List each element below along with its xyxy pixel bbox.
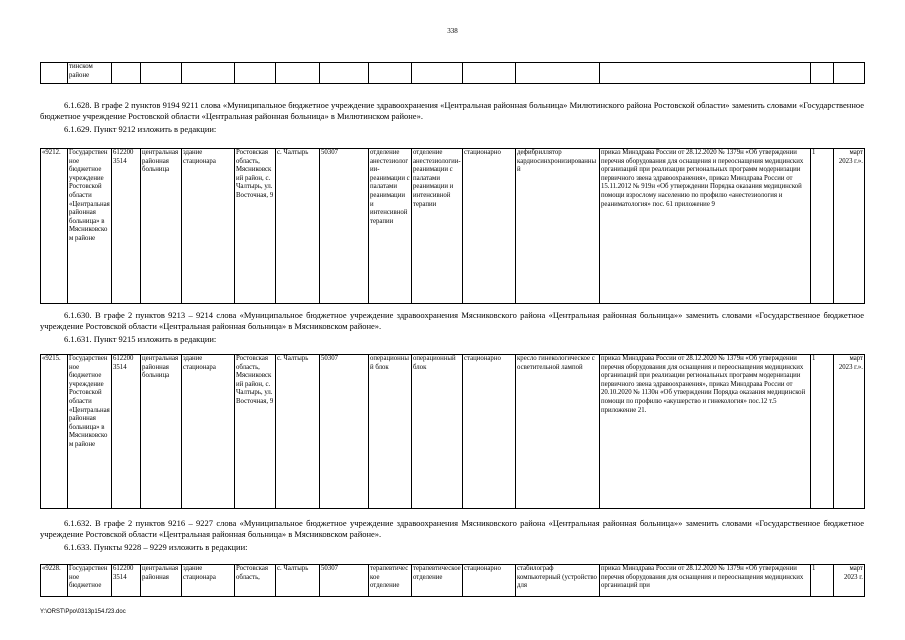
table-cell: 50307 [320,565,369,597]
table-cell: «9212. [41,149,68,304]
table-cell: дефибриллятор кардиосинхронизированный [516,149,600,304]
table-cell: 50307 [320,355,369,509]
paragraph-630: 6.1.630. В графе 2 пунктов 9213 – 9214 слова «Муниципальное бюджетное учреждение здравоохранения Мясниковского района «Центральная районная больница»» заменить словами «Государственное бюджетное учреждение Ростовской области «Центральная районная больница» в Мясниковском районе». [40,310,864,331]
table-row-9228 [40,564,865,597]
table-cell: терапевтическое отделение [369,565,412,597]
table-cell: 612200 3514 [112,355,141,509]
table-cell: с. Чалтырь [276,149,320,304]
table-cell: 1 [811,565,834,597]
paragraph-629: 6.1.629. Пункт 9212 изложить в редакции: [64,124,217,134]
table-cell: 1 [811,355,834,509]
table-cell: отделение анестезиологии-реанимации с палатами реанимации и интенсивной терапии [369,149,412,304]
table-row-9212 [40,148,865,304]
table-cell: 1 [811,149,834,304]
table-cell: 612200 3514 [112,565,141,597]
table-cell: март 2023 г. [834,565,865,597]
table-cell: стационарно [463,565,516,597]
table-cell: центральная районная [141,565,182,597]
table-cell: с. Чалтырь [276,565,320,597]
table-cell: Государственное бюджетное учреждение Ростовской области «Центральная районная больница» в Мясниковском районе [68,355,112,509]
table-row-9215 [40,354,865,509]
table-cell: стационарно [463,355,516,509]
paragraph-633: 6.1.633. Пункты 9228 – 9229 изложить в редакции: [64,542,248,552]
table-cell: Ростовская область, Мясниковский район, с. Чалтырь, ул. Восточная, 9 [235,149,276,304]
table-cell: «9215. [41,355,68,509]
table-cell: с. Чалтырь [276,355,320,509]
table-cell: центральная районная больница [141,149,182,304]
footer-file-path: Y:\ORST\Ppo\0313p154.f23.doc [40,609,126,615]
table-cell: здание стационара [182,149,235,304]
table-cell: терапевтическое отделение [412,565,463,597]
top-table-fragment [40,62,865,84]
table-cell: Ростовская область, Мясниковский район, с. Чалтырь, ул. Восточная, 9 [235,355,276,509]
table-cell: март 2023 г.». [834,355,865,509]
table-cell: «9228. [41,565,68,597]
page-number: 338 [447,27,458,35]
table-cell: тинском районе [68,63,112,84]
table-cell: отделение анестезиологии-реанимации с палатами реанимации и интенсивной терапии [412,149,463,304]
table-cell: 612200 3514 [112,149,141,304]
table-cell: стационарно [463,149,516,304]
table-cell: приказ Минздрава России от 28.12.2020 № 1379н «Об утверждении перечня оборудования для оснащения и переоснащения медицинских организаций при реализации региональных программ модернизации первичного звена здравоохранения», приказ Минздрава России от 15.11.2012 № 919н «Об утверждении Порядка оказания медицинской помощи взрослому населению по профилю «анестезиология и реаниматология» пос. 61 приложение 9 [600,149,811,304]
table-cell: здание стационара [182,355,235,509]
table-cell: 50307 [320,149,369,304]
table-cell: операционный блок [412,355,463,509]
table-cell: Ростовская область, [235,565,276,597]
paragraph-632: 6.1.632. В графе 2 пунктов 9216 – 9227 слова «Муниципальное бюджетное учреждение здравоохранения Мясниковского района «Центральная районная больница»» заменить словами «Государственное бюджетное учреждение Ростовской области «Центральная районная больница» в Мясниковском районе». [40,518,864,539]
table-cell: центральная районная больница [141,355,182,509]
table-cell: кресло гинекологическое с осветительной лампой [516,355,600,509]
table-cell: здание стационара [182,565,235,597]
table-cell: приказ Минздрава России от 28.12.2020 № 1379н «Об утверждении перечня оборудования для оснащения и переоснащения медицинских организаций при реализации региональных программ модернизации первичного звена здравоохранения», приказ Минздрава России от 20.10.2020 № 1130н «Об утверждении Порядка оказания медицинской помощи по профилю «акушерство и гинекология» пос.12 т.5 приложение 21. [600,355,811,509]
paragraph-628: 6.1.628. В графе 2 пунктов 9194 9211 слова «Муниципальное бюджетное учреждение здравоохранения «Центральная районная больница» Милютинского района Ростовской области» заменить словами «Государственное бюджетное учреждение Ростовской области «Центральная районная больница» в Милютинском районе». [40,100,864,121]
table-cell: Государственное бюджетное [68,565,112,597]
table-cell: Государственное бюджетное учреждение Ростовской области «Центральная районная больница» в Мясниковском районе [68,149,112,304]
table-cell: март 2023 г.». [834,149,865,304]
table-cell: приказ Минздрава России от 28.12.2020 № 1379н «Об утверждении перечня оборудования для оснащения и переоснащения медицинских организаций при [600,565,811,597]
paragraph-631: 6.1.631. Пункт 9215 изложить в редакции: [64,334,217,344]
table-cell: стабилограф компьютерный (устройство для [516,565,600,597]
table-cell: операционный блок [369,355,412,509]
